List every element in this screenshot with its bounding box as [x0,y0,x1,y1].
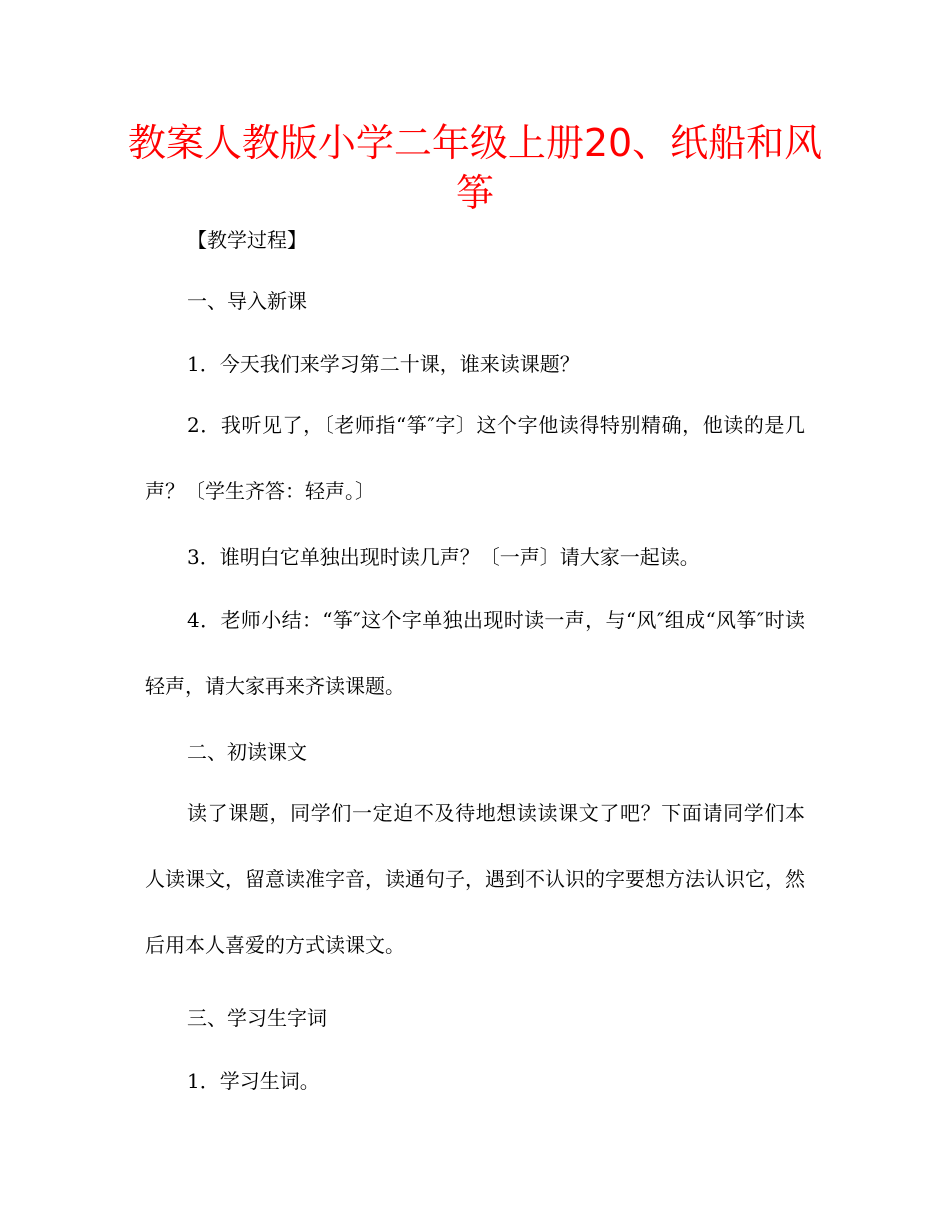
document-title: 教案人教版小学二年级上册20、纸船和风筝 [127,121,823,215]
paragraph-step-2: 2．我听见了，〔老师指“筝″字〕这个字他读得特别精确，他读的是几声？〔学生齐答：轻声。〕 [145,413,805,503]
section-heading-intro: 一、导入新课 [187,289,307,313]
section-heading-first-reading: 二、初读课文 [187,740,307,764]
section-heading-new-words: 三、学习生字词 [187,1006,327,1030]
paragraph-step-3: 3．谁明白它单独出现时读几声？〔一声〕请大家一起读。 [187,545,700,569]
section-label-teaching-process: 【教学过程】 [187,228,307,252]
paragraph-learn-words: 1．学习生词。 [187,1069,320,1093]
paragraph-step-1: 1．今天我们来学习第二十课，谁来读课题？ [187,352,580,376]
paragraph-first-reading: 读了课题，同学们一定迫不及待地想读读课文了吧？下面请同学们本人读课文，留意读准字音，读通句子，遇到不认识的字要想方法认识它，然后用本人喜爱的方式读课文。 [145,801,805,957]
paragraph-step-4: 4．老师小结：“筝″这个字单独出现时读一声，与“风″组成“风筝″时读轻声，请大家再来齐读课题。 [145,608,805,698]
